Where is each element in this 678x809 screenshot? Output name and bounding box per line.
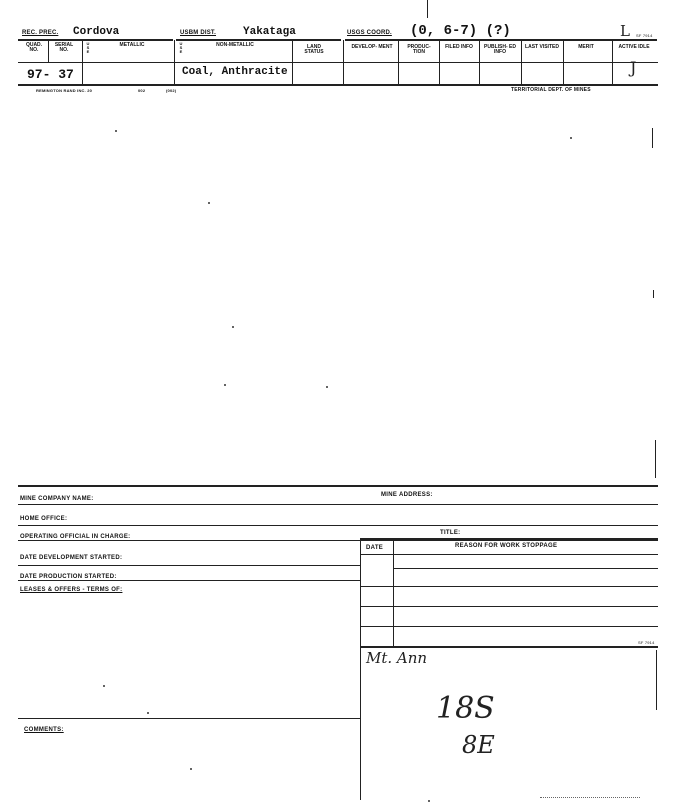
usgs-coord-value: (0, 6-7) (?) (410, 23, 511, 39)
handwritten-township: 18S (436, 691, 495, 726)
speck (570, 137, 572, 139)
speck (224, 384, 226, 386)
col-merit: MERIT (578, 44, 594, 50)
check-mark: L (620, 22, 630, 40)
col-production: PRODUC- TION (407, 44, 431, 56)
active-idle-mark: J (630, 58, 637, 77)
speck (190, 768, 192, 770)
col-filed-info: FILED INFO (445, 44, 473, 50)
stoppage-date-divider (393, 540, 394, 646)
col-use-2: U S E (179, 41, 183, 55)
col-quad-no: QUAD. NO. (25, 42, 43, 54)
rule (360, 538, 658, 540)
right-edge-mark (656, 650, 657, 710)
divider (479, 40, 480, 84)
speck (103, 685, 105, 687)
col-published-info: PUBLISH- ED INFO (484, 44, 516, 56)
header-rule-2 (176, 39, 341, 41)
rule (18, 504, 658, 505)
col-land-status: LAND STATUS (304, 44, 324, 56)
divider (398, 40, 399, 84)
title-label: TITLE: (440, 530, 461, 536)
divider (563, 40, 564, 84)
rule (18, 540, 658, 541)
edge-mark (653, 290, 654, 298)
imprint-mid-1: 002 (138, 88, 146, 93)
imprint-mid-2: (002) (166, 88, 177, 93)
col-use-1: U S E (86, 41, 90, 55)
col-non-metallic: NON-METALLIC (216, 42, 254, 48)
speck (428, 800, 430, 802)
rule (360, 606, 658, 607)
date-production-started-label: DATE PRODUCTION STARTED: (20, 574, 117, 580)
header-rule-1 (18, 39, 173, 41)
mine-company-name-label: MINE COMPANY NAME: (20, 496, 94, 502)
form-number-top: SF 7914 (636, 33, 653, 38)
col-last-visited: LAST VISITED (525, 44, 559, 50)
operating-official-label: OPERATING OFFICIAL IN CHARGE: (20, 534, 131, 540)
rule (360, 586, 658, 587)
usbm-dist-label: USBM DIST. (180, 30, 217, 36)
date-column-header: DATE (366, 545, 384, 551)
lower-top-rule (18, 485, 658, 487)
form-number-bottom: SF 7914 (638, 640, 655, 645)
header-rule-3 (345, 39, 657, 41)
rule (360, 554, 658, 555)
col-header-rule (18, 62, 658, 63)
speck (208, 202, 210, 204)
handwritten-location: Mt. Ann (366, 649, 428, 667)
stray-mark (427, 0, 428, 18)
reason-column-header: REASON FOR WORK STOPPAGE (455, 543, 558, 549)
divider (292, 40, 293, 84)
handwritten-range: 8E (462, 731, 495, 759)
mine-address-label: MINE ADDRESS: (381, 492, 433, 498)
rule (18, 565, 360, 566)
date-development-started-label: DATE DEVELOPMENT STARTED: (20, 555, 123, 561)
divider (82, 40, 83, 84)
divider (612, 40, 613, 84)
divider (174, 40, 175, 84)
divider (521, 40, 522, 84)
imprint-right: TERRITORIAL DEPT. OF MINES (511, 87, 591, 93)
rule (18, 580, 360, 581)
speck (115, 130, 117, 132)
row-bottom-rule (18, 84, 658, 86)
non-metallic-value: Coal, Anthracite (182, 66, 288, 78)
col-active-idle: ACTIVE IDLE (618, 44, 650, 50)
imprint-left: REMINGTON RAND INC. 20 (36, 88, 93, 93)
leases-offers-label: LEASES & OFFERS - TERMS OF: (20, 587, 123, 593)
rule (360, 646, 658, 648)
rule (393, 568, 658, 569)
rec-prec-label: REC. PREC. (22, 30, 59, 36)
divider (439, 40, 440, 84)
edge-mark (655, 440, 656, 478)
divider (48, 40, 49, 62)
rule (18, 718, 360, 719)
bottom-edge-mark (540, 797, 640, 798)
edge-mark (652, 128, 653, 148)
speck (326, 386, 328, 388)
speck (232, 326, 234, 328)
comments-label: COMMENTS: (24, 727, 64, 733)
rule (360, 626, 658, 627)
rec-prec-value: Cordova (73, 26, 120, 38)
usbm-dist-value: Yakataga (243, 26, 296, 38)
col-development: DEVELOP- MENT (351, 44, 393, 50)
usgs-coord-label: USGS COORD. (347, 30, 392, 36)
divider (343, 40, 344, 84)
home-office-label: HOME OFFICE: (20, 516, 68, 522)
col-serial-no: SERIAL NO. (54, 42, 74, 54)
quad-serial-value: 97- 37 (27, 67, 74, 82)
speck (147, 712, 149, 714)
rule (18, 525, 658, 526)
stoppage-left-border (360, 538, 361, 800)
col-metallic: METALLIC (119, 42, 145, 48)
